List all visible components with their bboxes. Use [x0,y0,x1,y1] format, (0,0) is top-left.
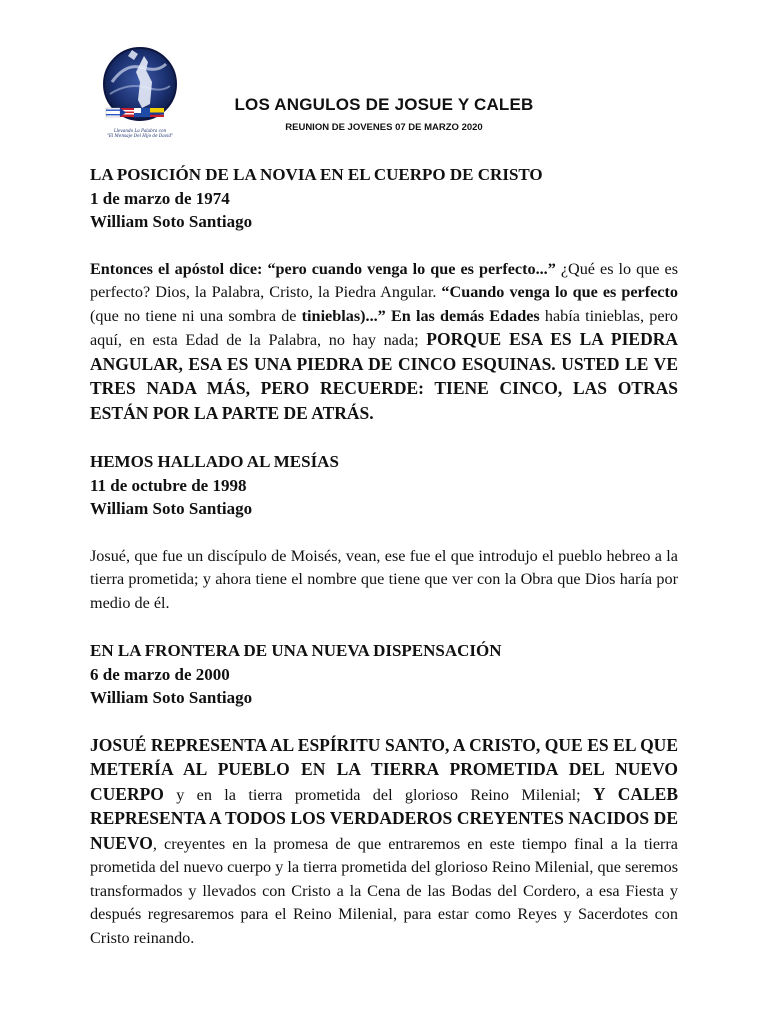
caps-text: JOSUÉ REPRESENTA AL ESPÍRITU SANTO, A CRISTO, QUE ES EL QUE METERÍA AL PUEBLO EN LA TIERRA PROMETIDA DEL NUEVO CUERPO [90,734,678,804]
bold-text: “Cuando venga lo que es perfecto [441,283,678,301]
section-author: William Soto Santiago [90,212,253,231]
caps-text: Y CALEB REPRESENTA A TODOS LOS VERDADEROS CREYENTES NACIDOS DE NUEVO [90,783,678,853]
logo-caption-line: "El Mensaje Del Hijo de David" [106,133,174,138]
section-title: EN LA FRONTERA DE UNA NUEVA DISPENSACIÓN [90,641,502,660]
section-date: 6 de marzo de 2000 [90,664,230,684]
section-heading [90,639,678,710]
section-date: 1 de marzo de 1974 [90,188,230,208]
body-text: Josué, que fue un discípulo de Moisés, vean, ese fue el que introdujo el pueblo hebreo a la tierra prometida; y ahora tiene el nombre que tiene que ver con la Obra que Dios haría por medio de él. [90,546,678,612]
document-body [90,163,678,950]
body-text: , creyentes en la promesa de que entraremos en este tiempo final a la tierra prometida del nuevo cuerpo y la tierra prometida del glorioso Reino Milenial, que seremos transformados y llevados con Cristo a la Cena de las Bodas del Cordero, a esa Fiesta y después regresaremos para el Reino Milenial, para estar como Reyes y Sacerdotes con Cristo reinando. [90,834,678,947]
section-heading [90,450,678,521]
section-author: William Soto Santiago [90,499,253,518]
body-text: y en la tierra prometida del glorioso Reino Milenial; [163,785,594,804]
section-date: 11 de octubre de 1998 [90,475,247,495]
quote-paragraph [90,258,678,427]
quote-paragraph [90,734,678,951]
quote-paragraph [90,545,678,616]
bold-text: En las demás Edades [385,306,540,325]
logo-caption-line: Llevando La Palabra con [113,128,167,133]
section-title: HEMOS HALLADO AL MESÍAS [90,452,339,471]
section-author: William Soto Santiago [90,688,253,707]
bold-text: tinieblas)...” [301,306,386,325]
document-subtitle: REUNION DE JOVENES 07 DE MARZO 2020 [285,122,483,133]
section-title: LA POSICIÓN DE LA NOVIA EN EL CUERPO DE CRISTO [90,165,543,184]
body-text: había tinieblas, pero aquí, en esta Edad de la Palabra, no hay nada; [90,306,678,349]
body-text: ¿Qué es lo que es perfecto? Dios, la Palabra, Cristo, la Piedra Angular. [90,259,678,301]
section-heading [90,163,678,234]
bold-text: Entonces el apóstol dice: “pero cuando venga lo que es perfecto...” [90,259,556,278]
caps-text: PORQUE ESA ES LA PIEDRA ANGULAR, ESA ES UNA PIEDRA DE CINCO ESQUINAS. USTED LE VE TRES NADA MÁS, PERO RECUERDE: TIENE CINCO, LAS OTRAS ESTÁN POR LA PARTE DE ATRÁS. [90,329,678,423]
document-title: LOS ANGULOS DE JOSUE Y CALEB [234,95,534,114]
body-text: (que no tiene ni una sombra de [90,306,302,325]
